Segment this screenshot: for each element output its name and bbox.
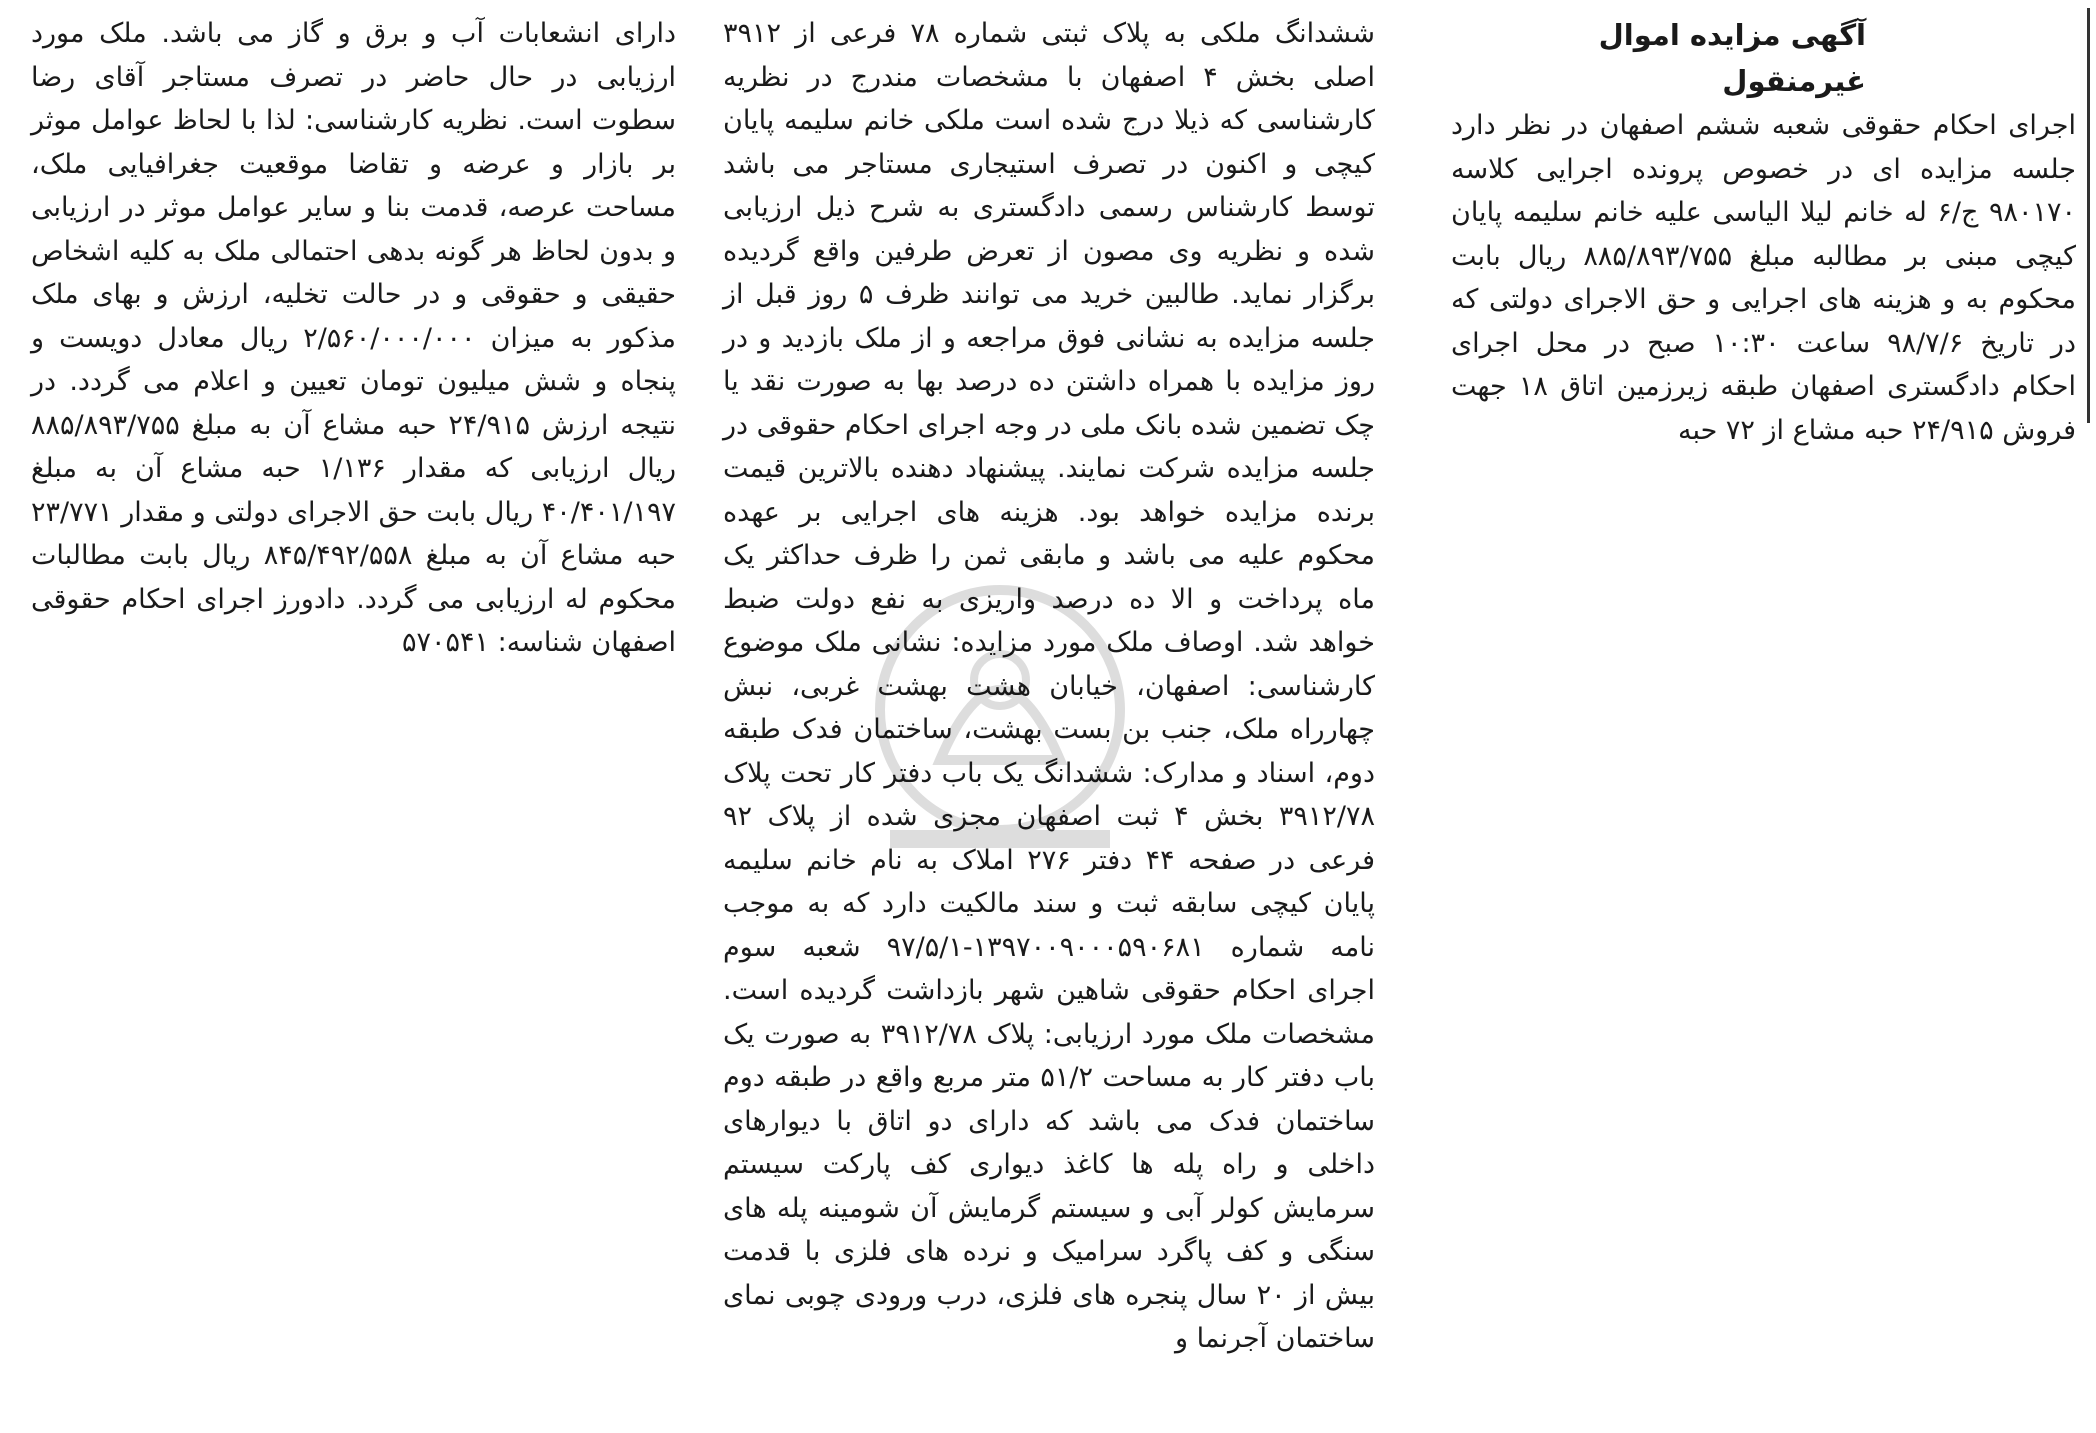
notice-paragraph-3: دارای انشعابات آب و برق و گاز می باشد. ملک مورد ارزیابی در حال حاضر در تصرف مستاجر آقای رضا سطوت است. نظریه کارشناسی: لذا با لحاظ عوامل موثر بر بازار و عرضه و تقاضا موقعیت جغرافیایی ملک، مساحت عرصه، قدمت بنا و سایر عوامل موثر در ارزیابی و بدون لحاظ هر گونه بدهی احتمالی ملک به کلیه اشخاص حقیقی و حقوقی و در حالت تخلیه، ارزش و بهای ملک مذکور به میزان ۲/۵۶۰/۰۰۰/۰۰۰ ریال معادل دویست و پنجاه و شش میلیون تومان تعیین و اعلام می گردد. در نتیجه ارزش ۲۴/۹۱۵ حبه مشاع آن به مبلغ ۸۸۵/۸۹۳/۷۵۵ ریال ارزیابی که مقدار ۱/۱۳۶ حبه مشاع آن به مبلغ ۴۰/۴۰۱/۱۹۷ ریال بابت حق الاجرای دولتی و مقدار ۲۳/۷۷۱ حبه مشاع آن به مبلغ ۸۴۵/۴۹۲/۵۵۸ ریال بابت مطالبات محکوم له ارزیابی می گردد. دادورز اجرای احکام حقوقی اصفهان شناسه: ۵۷۰۵۴۱ <box>31 18 676 658</box>
notice-column-2 <box>723 12 1375 1361</box>
notice-paragraph-1: اجرای احکام حقوقی شعبه ششم اصفهان در نظر دارد جلسه مزایده ای در خصوص پرونده اجرایی کلاسه ۹۸۰۱۷۰ ج/۶ له خانم لیلا الیاسی علیه خانم سلیمه پایان کیچی مبنی بر مطالبه مبلغ ۸۸۵/۸۹۳/۷۵۵ ریال بابت محکوم به و هزینه های اجرایی و حق الاجرای دولتی که در تاریخ ۹۸/۷/۶ ساعت ۱۰:۳۰ صبح در محل اجرای احکام دادگستری اصفهان طبقه زیرزمین اتاق ۱۸ جهت فروش ۲۴/۹۱۵ حبه مشاع از ۷۲ حبه <box>1451 110 2076 446</box>
column-divider-rule <box>2087 8 2090 423</box>
notice-column-1 <box>1451 12 2076 452</box>
notice-column-3 <box>31 12 676 665</box>
notice-paragraph-2: ششدانگ ملکی به پلاک ثبتی شماره ۷۸ فرعی از ۳۹۱۲ اصلی بخش ۴ اصفهان با مشخصات مندرج در نظریه کارشناسی که ذیلا درج شده است ملکی خانم سلیمه پایان کیچی و اکنون در تصرف استیجاری مستاجر می باشد توسط کارشناس رسمی دادگستری به شرح ذیل ارزیابی شده و نظریه وی مصون از تعرض طرفین واقع گردیده برگزار نماید. طالبین خرید می توانند ظرف ۵ روز قبل از جلسه مزایده به نشانی فوق مراجعه و از ملک بازدید و در روز مزایده با همراه داشتن ده درصد بها به صورت نقد یا چک تضمین شده بانک ملی در وجه اجرای احکام حقوقی در جلسه مزایده شرکت نمایند. پیشنهاد دهنده بالاترین قیمت برنده مزایده خواهد بود. هزینه های اجرایی بر عهده محکوم علیه می باشد و مابقی ثمن را ظرف حداکثر یک ماه پرداخت و الا ده درصد واریزی به نفع دولت ضبط خواهد شد. اوصاف ملک مورد مزایده: نشانی ملک موضوع کارشناسی: اصفهان، خیابان هشت بهشت غربی، نبش چهارراه ملک، جنب بن بست بهشت، ساختمان فدک طبقه دوم، اسناد و مدارک: ششدانگ یک باب دفتر کار تحت پلاک ۳۹۱۲/۷۸ بخش ۴ ثبت اصفهان مجزی شده از پلاک ۹۲ فرعی در صفحه ۴۴ دفتر ۲۷۶ املاک به نام خانم سلیمه پایان کیچی سابقه ثبت و سند مالکیت دارد که به موجب نامه شماره ۱۳۹۷۰۰۹۰۰۰۵۹۰۶۸۱-۹۷/۵/۱ شعبه سوم اجرای احکام حقوقی شاهین شهر بازداشت گردیده است. مشخصات ملک مورد ارزیابی: پلاک ۳۹۱۲/۷۸ به صورت یک باب دفتر کار به مساحت ۵۱/۲ متر مربع واقع در طبقه دوم ساختمان فدک می باشد که دارای دو اتاق با دیوارهای داخلی و راه پله ها کاغذ دیواری کف پارکت سیستم سرمایش کولر آبی و سیستم گرمایش آن شومینه پله های سنگی و کف پاگرد سرامیک و نرده های فلزی با قدمت بیش از ۲۰ سال پنجره های فلزی، درب ورودی چوبی نمای ساختمان آجرنما و <box>723 18 1376 1354</box>
notice-title: آگهی مزایده اموال غیرمنقول <box>1598 18 1866 98</box>
